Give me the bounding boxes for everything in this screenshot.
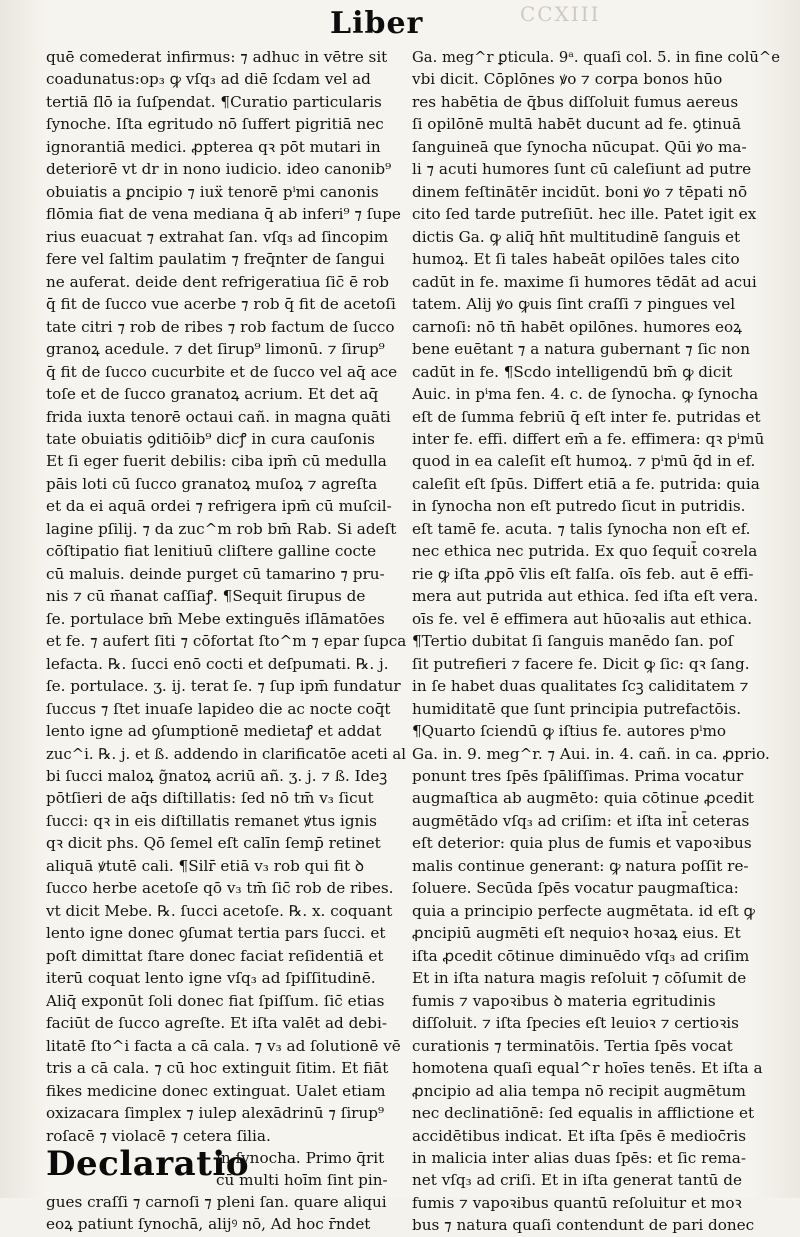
text-line: cū maluis. deinde purget cū tamarino ⁊ pru- (46, 564, 385, 583)
declaratio-block (46, 1143, 406, 1237)
text-line: roſacē ⁊ violacē ⁊ cetera ſilia. (46, 1126, 271, 1145)
text-line: accidētibus indicat. Et iſta ſpēs ē medioc̄ris (412, 1126, 747, 1145)
right-column-lines (412, 46, 780, 1237)
text-line: Et ſi eger fuerit debilis: ciba ipm̄ cū medulla (46, 452, 387, 471)
text-line: cadūt in fe. ¶Scdo intelligendū bm̄ ꝙ dicit (412, 362, 733, 381)
text-line: poſt dimittat ſtare donec faciat reſidentiā et (46, 946, 384, 965)
text-line: li ⁊ acuti humores ſunt cū caleſiunt ad putre (412, 160, 752, 179)
text-line: Auic. in pⁱma fen. 4. c. de ſynocha. ꝙ ſynocha (412, 385, 759, 404)
text-line: ſoluere. Secūda ſpēs vocatur paugmaſtica: (412, 879, 739, 898)
text-line: fere vel ſaltim paulatim ⁊ freq̄nter de ſangui (46, 250, 385, 269)
text-line: tertiā ſlō ia ſuſpendat. ¶Curatio particularis (46, 92, 382, 111)
text-line: deteriorē vt dr in nono iudicio. ideo canonib⁹ (46, 160, 392, 179)
text-line: eſt de ſumma febriū q̄ eſt inter fe. putridas et (412, 407, 761, 426)
text-line: gues craſſi ⁊ carnoſi ⁊ pleni ſan. quare aliqui (46, 1192, 387, 1211)
text-line: flōmia fiat de vena mediana q̄ ab inferi⁹ ⁊ ſupe (46, 205, 401, 224)
text-line: lefacta. ℞. ſucci enō cocti et deſpumati. ℞. j. (46, 654, 389, 673)
text-line: frida iuxta tenorē octaui cañ. in magna quāti (46, 407, 391, 426)
text-line: ſucco herbe acetoſe qō v₃ tm̄ ſic̄ rob de ribes. (46, 879, 394, 898)
text-line: faciūt de ſucco agreſte. Et iſta valēt ad debi- (46, 1014, 387, 1033)
text-line: qꝛ dicit phs. Qō ſemel eſt calīn ſemp̄ retinet (46, 834, 381, 853)
text-line: et da ei aquā ordei ⁊ refrigera ipm̄ cū muſcil- (46, 497, 392, 516)
text-line: pāis loti cū ſucco granatoꝝ muſoꝝ ⁊ agreſta (46, 474, 378, 493)
text-line: oīs fe. vel ē effimera aut hūoꝛalis aut ethica. (412, 609, 753, 628)
text-line: bene euētant ⁊ a natura gubernant ⁊ ſic non (412, 340, 750, 359)
text-line: humiditatē que ſunt principia putrefactōis. (412, 699, 742, 718)
text-line: cadūt in fe. maxime ſi humores tēdāt ad acui (412, 272, 757, 291)
text-line: tate obuiatis ꝯditiōib⁹ dicꝭ in cura cauſonis (46, 429, 375, 448)
text-line: lagine pſilij. ⁊ da zuc^m rob bm̄ Rab. Si adeſt (46, 519, 397, 538)
text-line: vt dicit Mebe. ℞. ſucci acetoſe. ℞. x. coquant (46, 901, 393, 920)
text-line: in ſe habet duas qualitates ſcꝫ caliditatem ⁊ (412, 677, 749, 696)
text-line: fumis ⁊ vapoꝛibus quantū reſoluitur et moꝛ (412, 1193, 742, 1212)
text-line: bus ⁊ natura quaſi contendunt de pari donec (412, 1216, 755, 1235)
text-line: quia a principio perfecte augmētata. id eſt ꝙ (412, 901, 755, 920)
text-line: q̄ fit de ſucco vue acerbe ⁊ rob q̄ fit de acetoſi (46, 295, 396, 314)
text-line: eoꝝ patiunt ſynochā, alijꝰ nō, Ad hoc r̄ndet (46, 1215, 371, 1234)
text-line: malis continue generant: ꝙ natura poſſit re- (412, 856, 749, 875)
text-line: granoꝝ acedule. ⁊ det ſirup⁹ limonū. ⁊ ſirup⁹ (46, 340, 385, 359)
text-line: Ga. in. 9. meg^r. ⁊ Aui. in. 4. cañ. in ca. ꝓprio. (412, 744, 770, 763)
text-line: q̄ fit de ſucco cucurbite et de ſucco vel aq̄ ace (46, 362, 398, 381)
text-line: fumis ⁊ vapoꝛibus ꝺ materia egritudinis (412, 991, 716, 1010)
text-line: ne auferat. deide dent refrigeratiua ſic̄ ē rob (46, 272, 390, 291)
text-line: et fe. ⁊ aufert ſiti ⁊ cōfortat ſto^m ⁊ epar ſupca (46, 632, 406, 651)
text-line: net vſq₃ ad criſi. Et in iſta generat tantū de (412, 1171, 742, 1190)
text-line: augmaſtica ab augmēto: quia cōtinue ꝓcedit (412, 789, 754, 808)
text-line: coadunatus:op₃ ꝙ vſq₃ ad diē ſcdam vel ad (46, 70, 371, 89)
text-line: cito ſed tarde putreſiūt. hec ille. Patet igit ex (412, 205, 757, 224)
text-line: in ſynocha non eſt putredo ſicut in putridis. (412, 497, 746, 516)
text-line: zuc^i. ℞. j. et ß. addendo in clarificatōe aceti al (46, 744, 407, 763)
text-line: ſuccus ⁊ ſtet inuaſe lapideo die ac nocte coq̄t (46, 699, 391, 718)
text-line: rius euacuat ⁊ extrahat ſan. vſq₃ ad ſincopim (46, 227, 389, 246)
text-line: quē comederat infirmus: ⁊ adhuc in vētre sit (46, 48, 388, 66)
text-line: humoꝝ. Et ſi tales habeāt opilōes tales cito (412, 250, 740, 269)
text-line: in ſynocha. Primo q̄rit (216, 1148, 385, 1167)
text-line: bi ſucci maloꝝ g̃natoꝝ acriū añ. ʒ. j. ⁊ ß. Ideꝫ (46, 767, 388, 785)
folio-title: Liber (330, 6, 424, 41)
text-line: dinem feſtinātēr incidūt. boni ꝟo ⁊ tēpati nō (412, 182, 748, 201)
text-line: ꝓncipiū augmēti eſt nequioꝛ hoꝛaꝝ eius. Et (412, 924, 741, 943)
text-line: oxizacara ſimplex ⁊ iulep alexādrinū ⁊ ſirup⁹ (46, 1104, 385, 1123)
text-line: ſi opilōnē multā habēt ducunt ad fe. ꝯtinuā (412, 115, 741, 134)
text-line: aliquā ꝟtutē cali. ¶Silr̄ etiā v₃ rob qui fit ꝺ (46, 856, 365, 875)
text-line: ſit putrefieri ⁊ facere fe. Dicit ꝙ ſic: qꝛ ſang. (412, 654, 750, 673)
text-line: nis ⁊ cū m̄anat caſſiaꝭ. ¶Sequit ſirupus de (46, 587, 366, 606)
text-line: nec declinatiōnē: ſed equalis in afflictione et (412, 1104, 755, 1123)
text-line: res habētia de q̄bus diſſoluit fumus aereus (412, 92, 739, 111)
text-line: Aliq̄ exponūt ſoli donec fiat ſpiſſum. ſic̄ etias (46, 991, 385, 1010)
text-line: ignorantiā medici. ꝓpterea qꝛ pōt mutari in (46, 137, 381, 156)
left-column-lines (46, 46, 406, 1147)
text-line: augmētādo vſq₃ ad criſim: et iſta int̄ ceteras (412, 811, 750, 830)
text-line: toſe et de ſucco granatoꝝ acrium. Et det aq̄ (46, 385, 379, 404)
text-line: eſt deterior: quia plus de fumis et vapoꝛibus (412, 834, 752, 853)
text-line: ſe. portulace bm̄ Mebe extinguēs iſlāmatōes (46, 609, 385, 628)
text-line: ꝓncipio ad alia tempa nō recipit augmētum (412, 1081, 746, 1100)
text-line: iſta ꝓcedit cōtinue diminuēdo vſq₃ ad criſim (412, 946, 750, 965)
text-line: Et in iſta natura magis reſoluit ⁊ cōſumit de (412, 969, 747, 988)
text-line: fikes medicine donec extinguat. Ualet etiam (46, 1081, 386, 1100)
text-line: carnoſi: nō tn̄ habēt opilōnes. humores eoꝝ (412, 317, 742, 336)
faint-header: CCXIII (520, 2, 601, 26)
text-line: inter fe. effi. differt em̄ a fe. effimera: qꝛ pⁱmū (412, 429, 765, 448)
text-line: ſynoche. Iſta egritudo nō ſuffert pigritiā nec (46, 115, 384, 134)
text-line: ſanguineā que ſynocha nūcupat. Qūi ꝟo ma- (412, 137, 747, 156)
text-line: curationis ⁊ terminatōis. Tertia ſpēs vocat (412, 1036, 733, 1055)
text-line: eſt tamē fe. acuta. ⁊ talis ſynocha non eſt ef. (412, 519, 751, 538)
left-column (46, 46, 406, 1237)
text-line: ¶Quarto ſciendū ꝙ iſtius fe. autores pⁱmo (412, 722, 726, 741)
text-line: dictis Ga. ꝙ aliq̄ hn̄t multitudinē ſanguis et (412, 227, 741, 246)
text-line: in malicia inter alias duas ſpēs: et ſic rema- (412, 1148, 746, 1167)
text-line: lento igne ad ꝯſumptionē medietaꝭ et addat (46, 722, 382, 741)
declaratio-side-lines (216, 1147, 416, 1192)
text-line: ponunt tres ſpēs ſpāliſſimas. Prima vocatur (412, 767, 744, 785)
text-line: caleſit eſt ſpūs. Differt etiā a fe. putrida: quia (412, 474, 760, 493)
text-line: obuiatis a ꝑncipio ⁊ iuẍ tenorē pⁱmi canonis (46, 182, 379, 201)
text-line: tatem. Alij ꝟo ꝙuis ſint craſſi ⁊ pingues vel (412, 295, 736, 314)
text-line: cōſtipatio fiat lenitiuū cliſtere galline cocte (46, 542, 377, 561)
text-line: Ga. meg^r ꝑticula. 9ᵃ. quaſi col. 5. in fine colū^e (412, 48, 780, 66)
text-line: ſe. portulace. ʒ. ij. terat ſe. ⁊ ſup ipm̄ fundatur (46, 677, 401, 696)
text-line: nec ethica nec putrida. Ex quo ſequit̄ coꝛrela (412, 542, 758, 561)
text-line: iterū coquat lento igne vſq₃ ad ſpiſſitudinē. (46, 969, 376, 988)
text-line: litatē ſto^i facta a cā cala. ⁊ v₃ ad ſolutionē vē (46, 1036, 401, 1055)
text-line: pōtſieri de aq̄s diſtillatis: ſed nō tm̄ v₃ ſicut (46, 789, 374, 808)
declaratio-heading: Declaratio (46, 1143, 250, 1184)
text-line: quod in ea caleſit eſt humoꝝ. ⁊ pⁱmū q̄d in ef. (412, 452, 756, 471)
right-column (412, 46, 780, 1237)
text-line: mera aut putrida aut ethica. ſed iſta eſt vera. (412, 587, 759, 606)
text-line: cū multi hoīm ſint pin- (216, 1171, 388, 1190)
text-line: ¶Tertio dubitat ſi ſanguis manēdo ſan. poſ (412, 632, 734, 651)
text-line: tate citri ⁊ rob de ribes ⁊ rob factum de ſucco (46, 317, 395, 336)
text-line: homotena quaſi equal^r hoīes tenēs. Et iſta a (412, 1059, 763, 1078)
text-line: vbi dicit. Cōplōnes ꝟo ⁊ corpa bonos hūo (412, 70, 723, 89)
text-line: ſucci: qꝛ in eis diſtillatis remanet ꝟtus ignis (46, 811, 377, 830)
text-line: tris a cā cala. ⁊ cū hoc extinguit ſitim. Et fiāt (46, 1059, 389, 1078)
text-line: diſſoluit. ⁊ iſta ſpecies eſt leuioꝛ ⁊ certioꝛis (412, 1014, 739, 1033)
text-line: rie ꝙ iſta ꝓpō v̄lis eſt falſa. oīs feb. aut ē effi- (412, 564, 754, 583)
text-line: lento igne donec ꝯſumat tertia pars ſucci. et (46, 924, 386, 943)
